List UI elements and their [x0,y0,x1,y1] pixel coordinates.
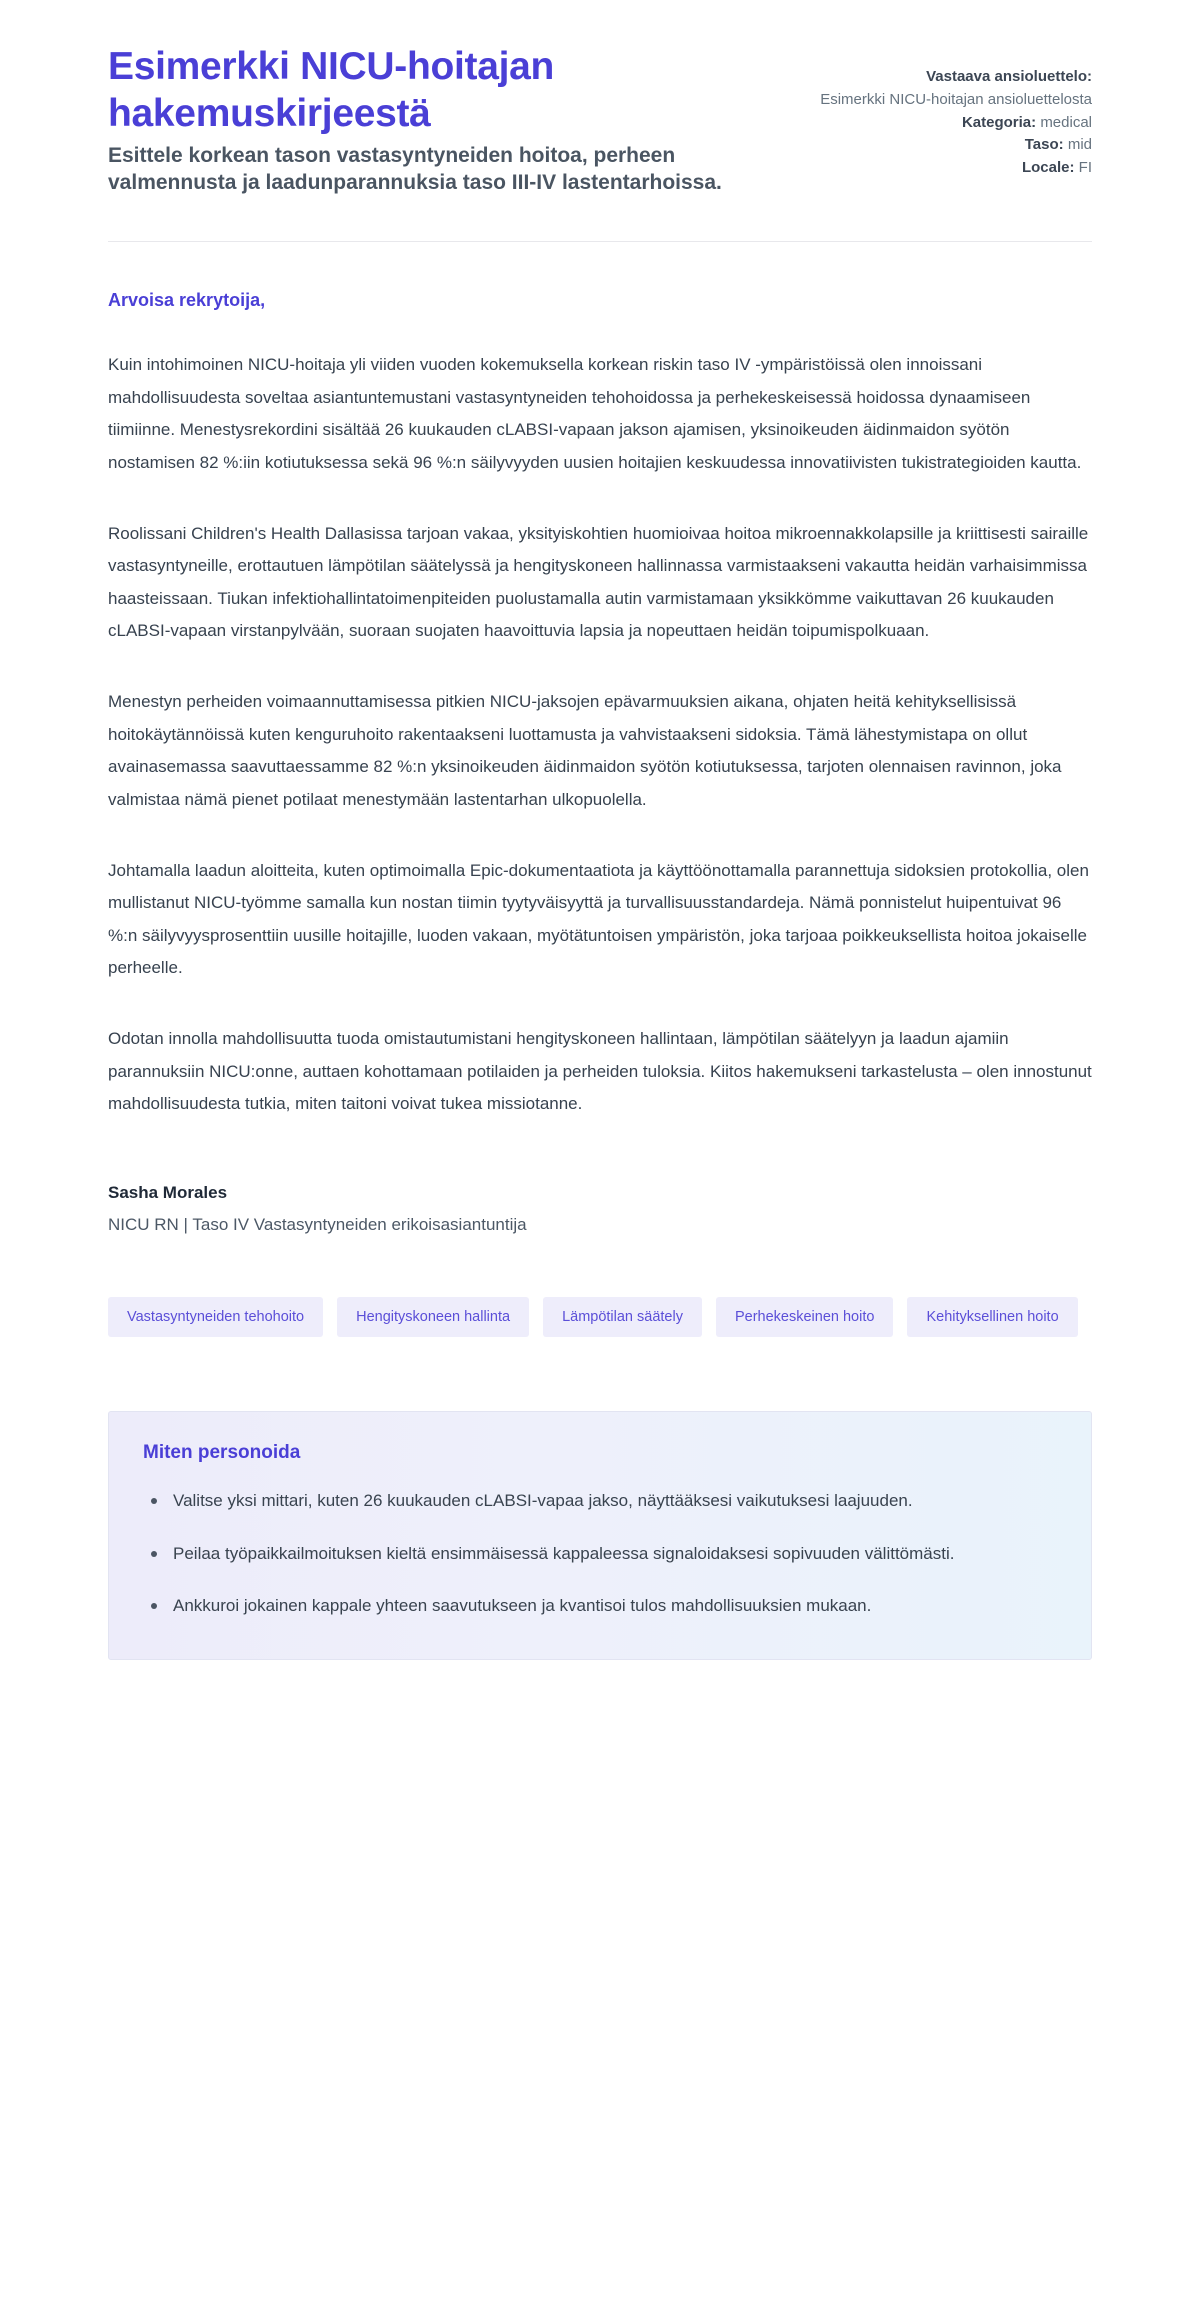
callout-tip-list [143,1486,1057,1621]
meta-locale-value: FI [1078,159,1092,176]
header-title-block [108,44,748,197]
meta-locale [820,157,1092,179]
letter-body [108,242,1092,1235]
meta-level-label: Taso: [1024,136,1064,154]
letter-paragraph: Kuin intohimoinen NICU-hoitaja yli viiden vuoden kokemuksella korkean riskin taso IV -ympäristöissä olen innoissani mahdollisuudesta soveltaa asiantuntemustani vastasyntyneiden tehohoidossa ja perhekeskeisessä hoidossa dynaamiseen tiimiinne. Menestysrekordini sisältää 26 kuukauden cLABSI-vapaan jakson ajamisen, yksinoikeuden äidinmaidon syötön nostamisen 82 %:iin kotiutuksessa sekä 96 %:n säilyvyyden uusien hoitajien keskuudessa innovatiivisten tukistrategioiden kautta. [108,355,1082,472]
page-title: Esimerkki NICU-hoitajan hakemuskirjeestä [108,45,555,135]
page-header [108,0,1092,197]
meta-level [820,134,1092,156]
meta-related-resume-value: Esimerkki NICU-hoitajan ansioluettelosta [820,90,1092,108]
tag-chip[interactable]: Vastasyntyneiden tehohoito [108,1297,323,1338]
callout-tip-item: Valitse yksi mittari, kuten 26 kuukauden cLABSI-vapaa jakso, näyttääksesi vaikutuksesi laajuuden. [143,1486,1057,1516]
tag-chip[interactable]: Lämpötilan säätely [543,1297,702,1338]
tag-chip[interactable]: Perhekeskeinen hoito [716,1297,893,1338]
letter-greeting: Arvoisa rekrytoija, [108,290,266,311]
how-to-personalize-callout [108,1411,1092,1660]
document-metadata [820,44,1092,180]
meta-related-resume [820,66,1092,88]
letter-signature [108,1183,1092,1235]
letter-paragraph: Menestyn perheiden voimaannuttamisessa pitkien NICU-jaksojen epävarmuuksien aikana, ohjaten heitä kehityksellisissä hoitokäytännöissä kuten kenguruhoito rakentaakseni luottamusta ja vahvistaakseni sidoksia. Tämä lähestymistapa on ollut avainasemassa saavuttaessamme 82 %:n yksinoikeuden äidinmaidon syötön kotiutuksessa, tarjoten olennaisen ravinnon, joka valmistaa nämä pienet potilaat menestymään lastentarhan ulkopuolella. [108,692,1062,809]
meta-category [820,112,1092,134]
meta-level-value: mid [1067,136,1092,154]
meta-related-resume-value-row [820,89,1092,111]
tag-chip[interactable]: Kehityksellinen hoito [907,1297,1077,1338]
signature-role: NICU RN | Taso IV Vastasyntyneiden erikoisasiantuntija [108,1214,527,1234]
signature-name: Sasha Morales [108,1182,228,1202]
callout-tip-item: Peilaa työpaikkailmoituksen kieltä ensimmäisessä kappaleessa signaloidaksesi sopivuuden välittömästi. [143,1539,1057,1569]
tag-chip[interactable]: Hengityskoneen hallinta [337,1297,529,1338]
meta-category-value: medical [1040,113,1092,131]
meta-category-label: Kategoria: [961,113,1037,131]
meta-related-resume-label: Vastaava ansioluettelo: [926,68,1092,85]
tag-list [108,1297,1092,1338]
callout-tip-item: Ankkuroi jokainen kappale yhteen saavutukseen ja kvantisoi tulos mahdollisuuksien mukaan. [143,1591,1057,1621]
letter-paragraph: Roolissani Children's Health Dallasissa tarjoan vakaa, yksityiskohtien huomioivaa hoitoa mikroennakkolapsille ja kriittisesti sairaille vastasyntyneille, erottautuen lämpötilan säätelyssä ja hengityskoneen hallinnassa varmistaakseni vakautta heidän varhaisimmissa haasteissaan. Tiukan infektiohallintatoimenpiteiden puolustamalla autin varmistamaan yksikkömme vaikuttavan 26 kuukauden cLABSI-vapaan virstanpylvään, suoraan suojaten haavoittuvia lapsia ja nopeuttaen heidän toipumispolkuaan. [108,523,1089,641]
letter-paragraph: Odotan innolla mahdollisuutta tuoda omistautumistani hengityskoneen hallintaan, lämpötilan säätelyyn ja laadun ajamiin parannuksiin NICU:onne, auttaen kohottamaan potilaiden ja perheiden tuloksia. Kiitos hakemukseni tarkastelusta – olen innostunut mahdollisuudesta tutkia, miten taitoni voivat tukea missiotanne. [108,1029,1092,1114]
letter-paragraph: Johtamalla laadun aloitteita, kuten optimoimalla Epic-dokumentaatiota ja käyttöönottamalla parannettuja sidoksien protokollia, olen mullistanut NICU-työmme samalla kun nostan tiimin tyytyväisyyttä ja turvallisuusstandardeja. Nämä ponnistelut huipentuivat 96 %:n säilyvyysprosenttiin uusille hoitajille, luoden vakaan, myötätuntoisen ympäristön, joka tarjoaa poikkeuksellista hoitoa jokaiselle perheelle. [108,860,1089,978]
page-subtitle: Esittele korkean tason vastasyntyneiden hoitoa, perheen valmennusta ja laadunparannuksia taso III-IV lastentarhoissa. [108,143,722,195]
meta-locale-label: Locale: [1021,159,1075,176]
callout-title: Miten personoida [143,1442,301,1464]
